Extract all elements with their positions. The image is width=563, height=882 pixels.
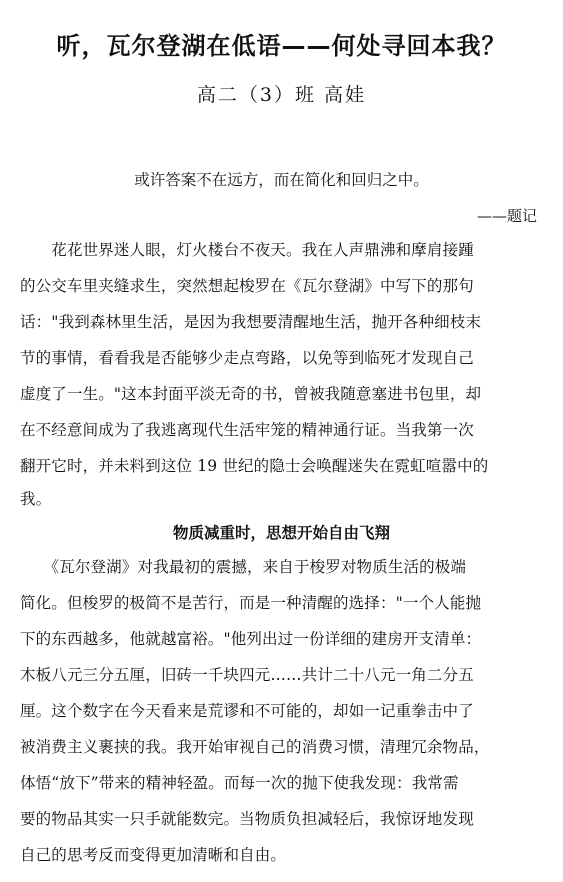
paragraph-line: 被消费主义裹挟的我。我开始审视自己的消费习惯，清理冗余物品， (20, 738, 490, 756)
paragraph-line: 木板八元三分五厘，旧砖一千块四元……共计二十八元一角二分五 (20, 666, 474, 684)
epigraph-signature: ——题记 (476, 207, 537, 225)
paragraph-line: 自己的思考反而变得更加清晰和自由。 (20, 846, 287, 864)
paragraph-line: 的公交车里夹缝求生，突然想起梭罗在《瓦尔登湖》中写下的那句 (20, 277, 474, 295)
paragraph-line: 花花世界迷人眼，灯火楼台不夜天。我在人声鼎沸和摩肩接踵 (20, 241, 474, 259)
paragraph-line: 要的物品其实一只手就能数完。当物质负担减轻后，我惊讶地发现 (20, 810, 474, 828)
paragraph-line: 节的事情，看看我是否能够少走点弯路，以免等到临死才发现自己 (20, 349, 474, 367)
epigraph-text: 或许答案不在远方，而在简化和回归之中。 (134, 171, 429, 189)
article-title: 听，瓦尔登湖在低语——何处寻回本我？ (56, 32, 507, 60)
paragraph-line: 简化。但梭罗的极简不是苦行，而是一种清醒的选择："一个人能抛 (20, 594, 482, 612)
paragraph-line: 下的东西越多，他就越富裕。"他列出过一份详细的建房开支清单： (20, 630, 482, 648)
paragraph-line: 我。 (20, 490, 52, 508)
paragraph-line: 在不经意间成为了我逃离现代生活牢笼的精神通行证。当我第一次 (20, 421, 474, 439)
paragraph-line: 虚度了一生。"这本封面平淡无奇的书，曾被我随意塞进书包里，却 (20, 385, 482, 403)
paragraph-line: 话："我到森林里生活，是因为我想要清醒地生活，抛开各种细枝末 (20, 313, 482, 331)
article-author: 高二（3）班 高娃 (196, 84, 367, 106)
paragraph-line: 《瓦尔登湖》对我最初的震撼，来自于梭罗对物质生活的极端 (20, 558, 467, 576)
section-heading: 物质减重时，思想开始自由飞翔 (172, 524, 390, 542)
paragraph-line: 厘。这个数字在今天看来是荒谬和不可能的，却如一记重拳击中了 (20, 702, 474, 720)
paragraph-line: 体悟“放下”带来的精神轻盈。而每一次的抛下使我发现：我常需 (20, 774, 459, 792)
paragraph-line: 翻开它时，并未料到这位 19 世纪的隐士会唤醒迷失在霓虹喧嚣中的 (20, 457, 489, 475)
